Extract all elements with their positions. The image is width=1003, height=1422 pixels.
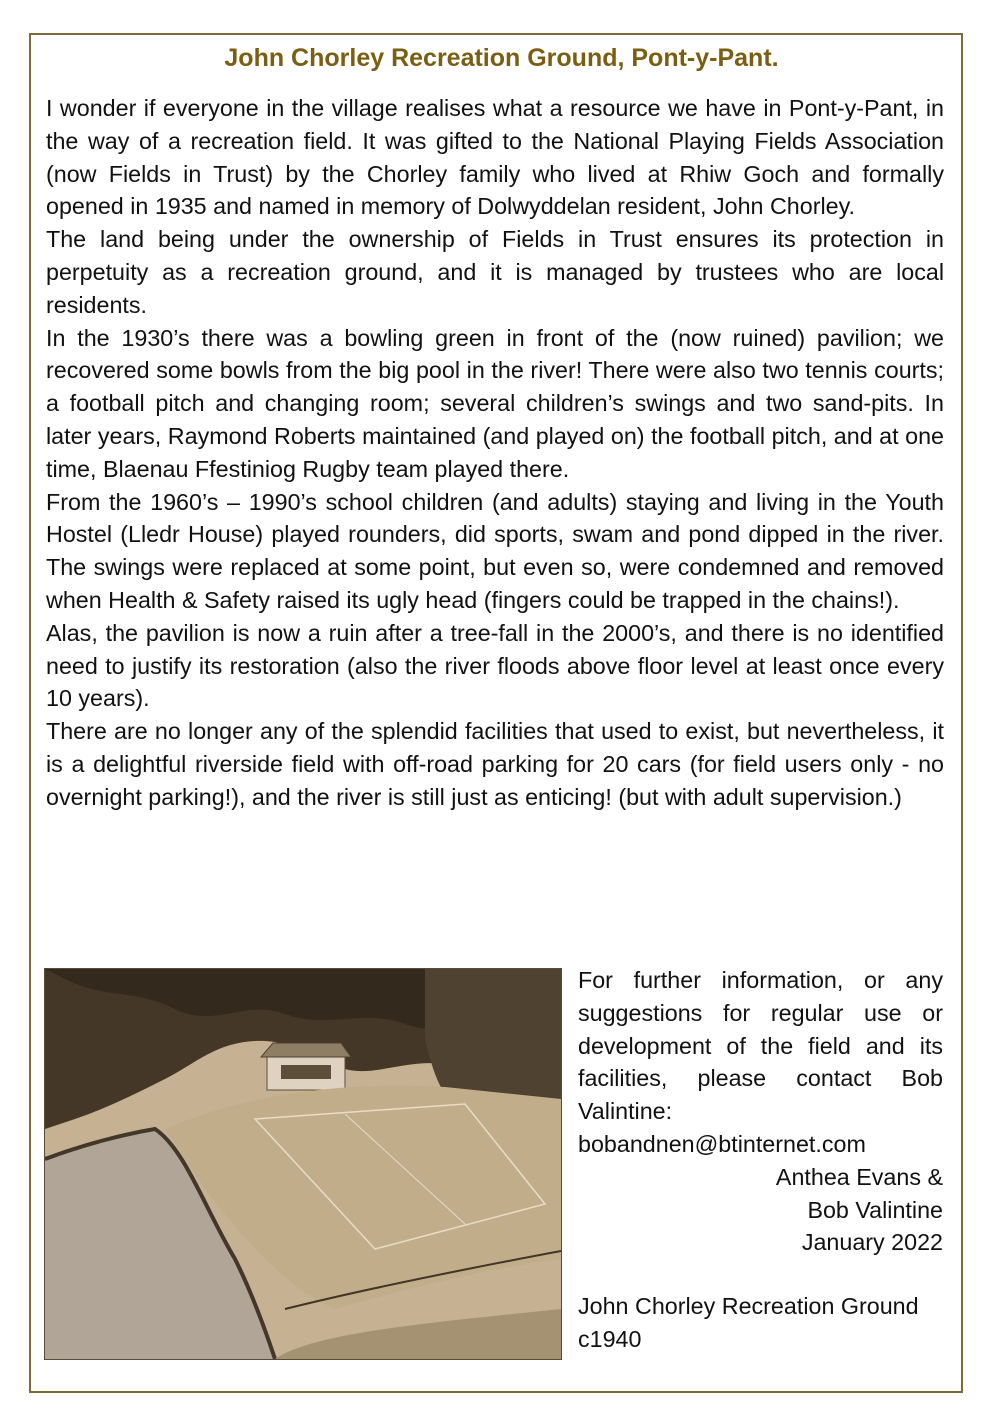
paragraph: I wonder if everyone in the village realises what a resource we have in Pont-y-Pant, in the way of a recreation field. It was gifted to the National Playing Fields Association (now Fields in Trust) by the Chorley family who lived at Rhiw Goch and formally opened in 1935 and named in memory of Dolwyddelan resident, John Chorley. xyxy=(46,95,944,220)
sepia-field-photo-image xyxy=(45,969,561,1359)
historic-photo xyxy=(44,968,562,1360)
paragraph: The land being under the ownership of Fields in Trust ensures its protection in perpetuity as a recreation ground, and it is managed by trustees who are local residents. xyxy=(46,226,944,318)
article-body xyxy=(46,92,944,814)
paragraph: In the 1930’s there was a bowling green in front of the (now ruined) pavilion; we recovered some bowls from the big pool in the river! There were also two tennis courts; a football pitch and changing room; several children’s swings and two sand-pits. In later years, Raymond Roberts maintained (and played on) the football pitch, and at one time, Blaenau Ffestiniog Rugby team played there. xyxy=(46,324,944,482)
signature-line-1: Anthea Evans & xyxy=(775,1163,943,1190)
contact-block xyxy=(578,964,943,1259)
paragraph: From the 1960’s – 1990’s school children (and adults) staying and living in the Youth Hostel (Lledr House) played rounders, did sports, swam and pond dipped in the river. The swings were replaced at some point, but even so, were condemned and removed when Health & Safety raised its ugly head (fingers could be trapped in the chains!). xyxy=(46,488,944,613)
page-title: John Chorley Recreation Ground, Pont-y-Pant. xyxy=(224,44,779,72)
signature-line-2: Bob Valintine xyxy=(807,1196,943,1223)
contact-email[interactable]: bobandnen@btinternet.com xyxy=(578,1130,866,1157)
signature-date: January 2022 xyxy=(801,1229,943,1256)
paragraph: Alas, the pavilion is now a ruin after a tree-fall in the 2000’s, and there is no identified need to justify its restoration (also the river floods above floor level at least once every 10 years). xyxy=(46,619,944,712)
paragraph: There are no longer any of the splendid facilities that used to exist, but nevertheless, it is a delightful riverside field with off-road parking for 20 cars (for field users only - no overnight parking!), and the river is still just as enticing! (but with adult supervision.) xyxy=(46,718,944,810)
contact-text: For further information, or any suggestions for regular use or development of the field and its facilities, please contact Bob Valintine: xyxy=(578,967,943,1125)
photo-caption: John Chorley Recreation Ground c1940 xyxy=(578,1293,919,1352)
